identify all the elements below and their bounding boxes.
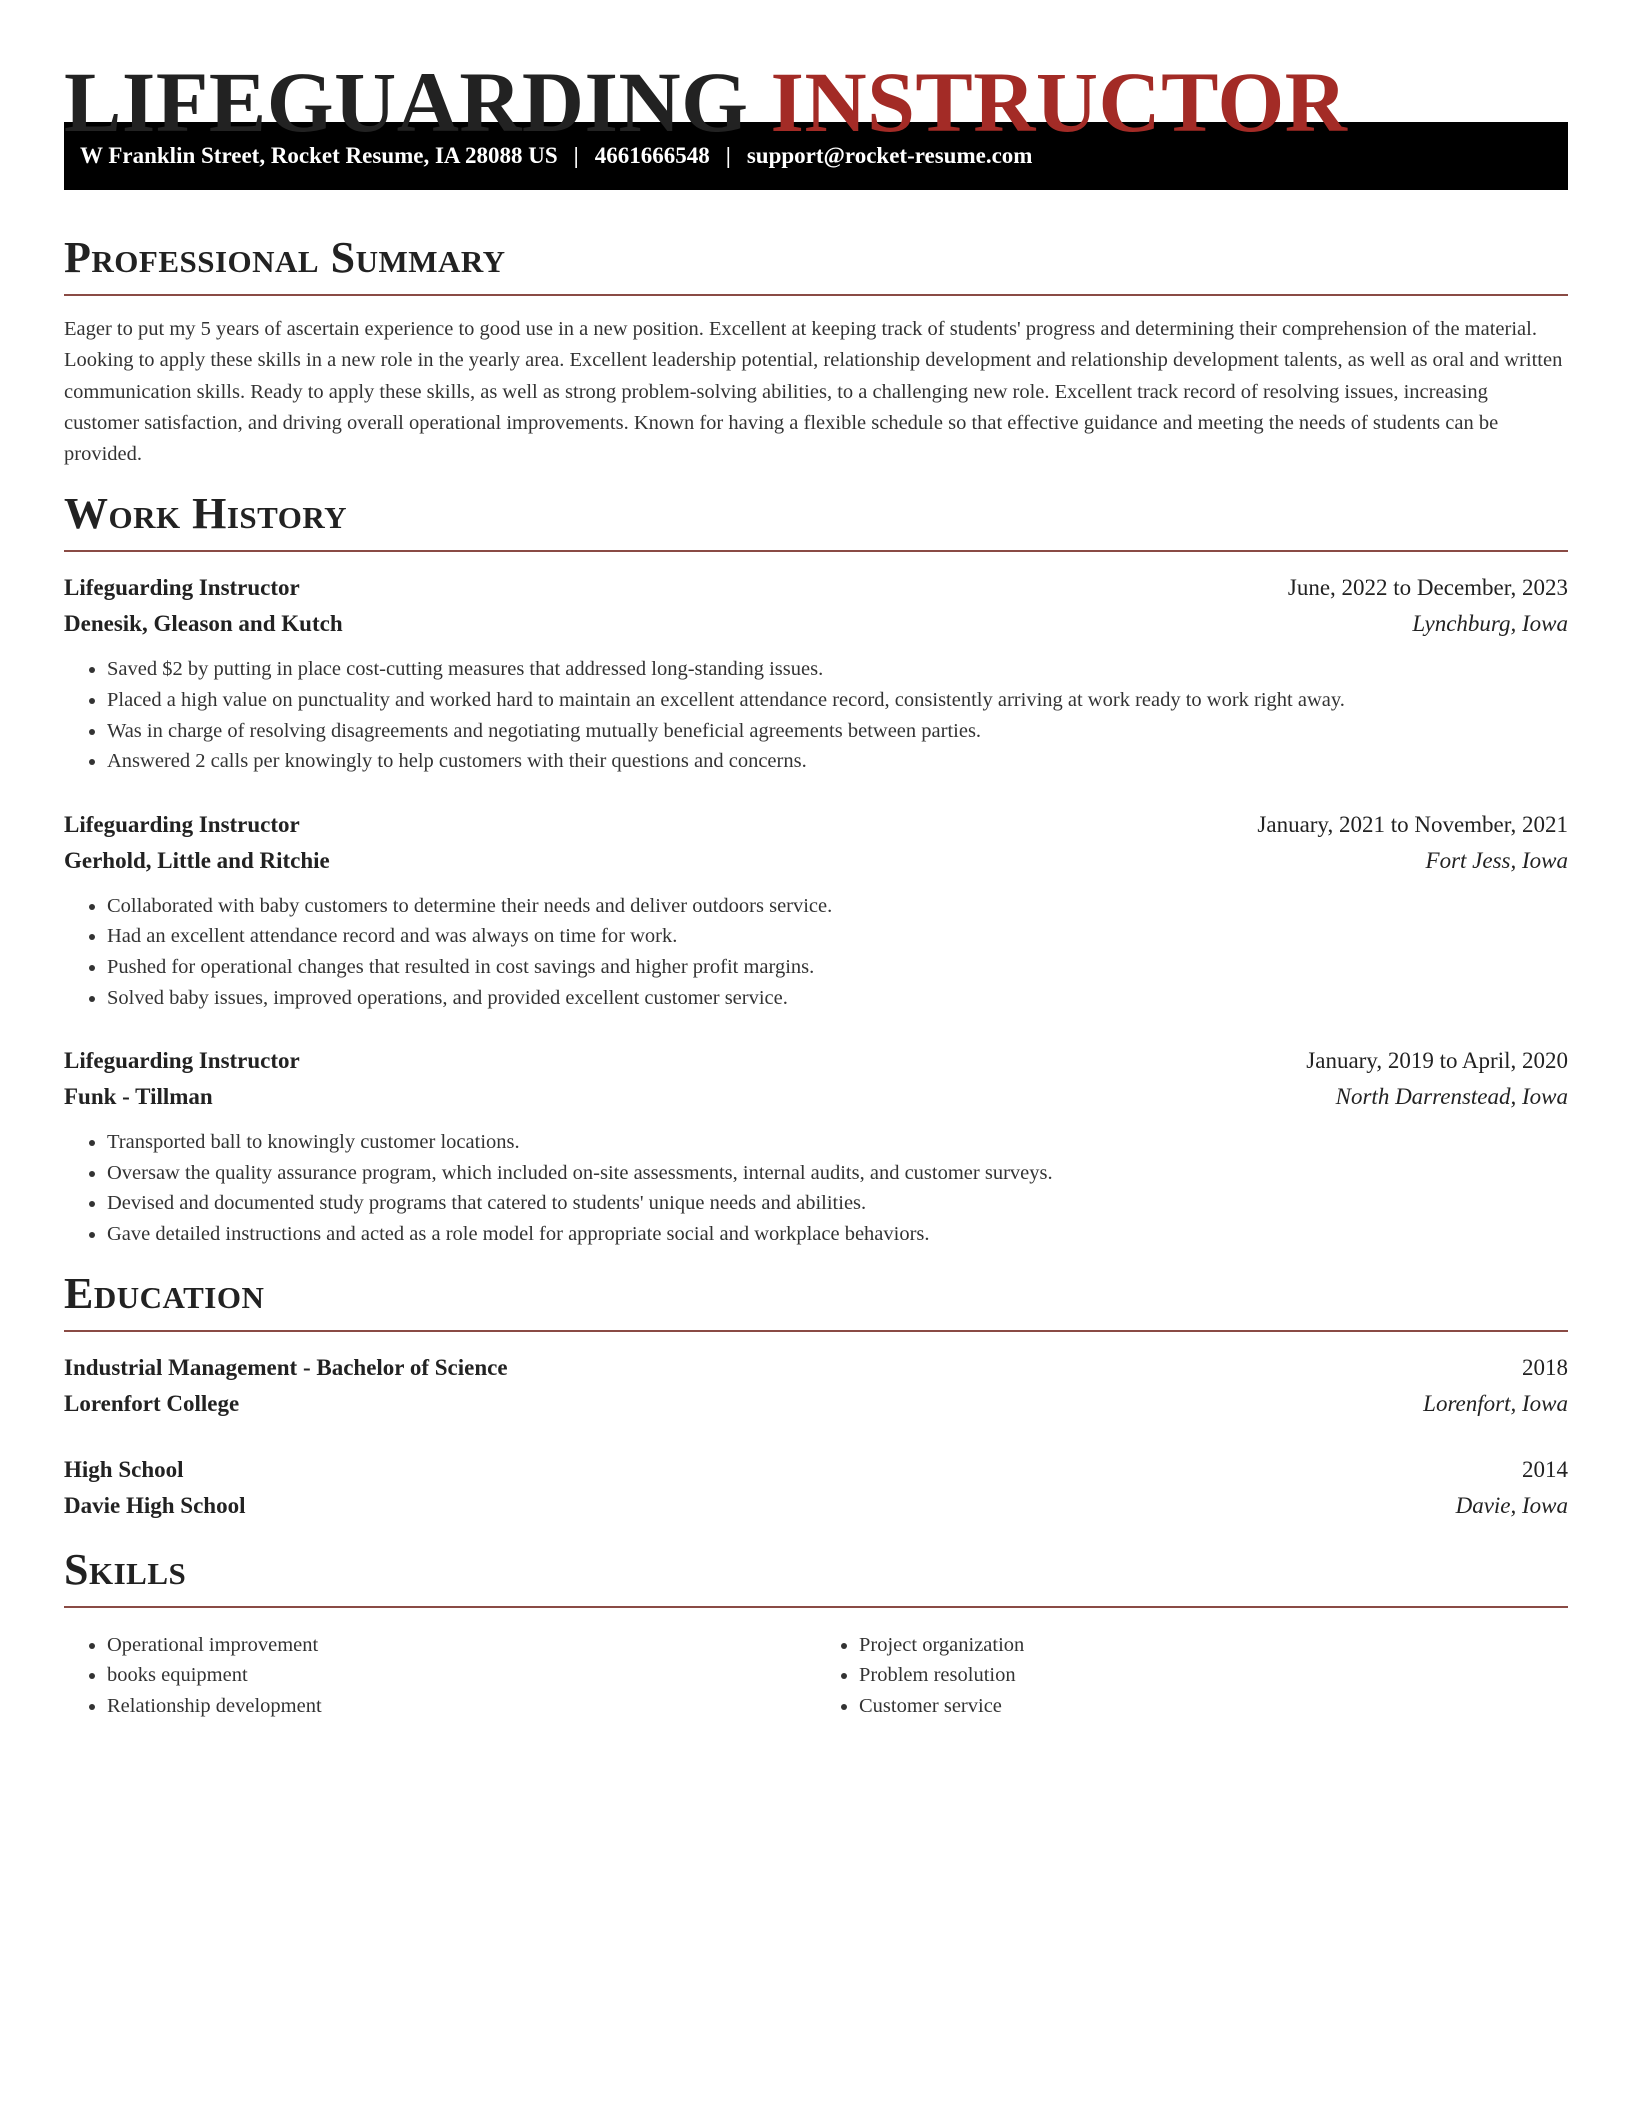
job-dates: January, 2019 to April, 2020: [1306, 1048, 1568, 1074]
education-school-row: [64, 1386, 1568, 1422]
job-location: Lynchburg, Iowa: [1412, 611, 1568, 637]
job-title: Lifeguarding Instructor: [64, 1048, 300, 1074]
summary-section: [64, 232, 1568, 470]
job-location: Fort Jess, Iowa: [1425, 847, 1568, 873]
job-header-row: [64, 1043, 1568, 1079]
job-bullets: [64, 654, 1568, 776]
skills-list-right: [816, 1630, 1568, 1722]
job-bullet: • Solved baby issues, improved operations, and provided excellent customer service.: [107, 983, 1568, 1014]
name-last: INSTRUCTOR: [770, 54, 1348, 150]
job-bullet: • Answered 2 calls per knowingly to help customers with their questions and concerns.: [107, 746, 1568, 777]
job-bullet: • Collaborated with baby customers to determine their needs and deliver outdoors service.: [107, 891, 1568, 922]
job-bullet: • Devised and documented study programs that catered to students' unique needs and abilities.: [107, 1188, 1568, 1219]
job-title: Lifeguarding Instructor: [64, 575, 300, 601]
job-company-row: [64, 606, 1568, 642]
skills-section: [64, 1544, 1568, 1722]
job-bullet: • Oversaw the quality assurance program, which included on-site assessments, internal audits, and customer surveys.: [107, 1158, 1568, 1189]
job-entry: [64, 570, 1568, 776]
job-company: Funk - Tillman: [64, 1084, 213, 1110]
section-divider: [64, 550, 1568, 552]
job-bullet: • Was in charge of resolving disagreements and negotiating mutually beneficial agreements between parties.: [107, 716, 1568, 747]
job-bullet: • Gave detailed instructions and acted as a role model for appropriate social and workplace behaviors.: [107, 1219, 1568, 1250]
contact-email: support@rocket-resume.com: [746, 143, 1033, 168]
job-bullet: • Pushed for operational changes that resulted in cost savings and higher profit margins.: [107, 952, 1568, 983]
education-entry: [64, 1452, 1568, 1524]
work-history-section: [64, 488, 1568, 1249]
name-block: [64, 0, 1568, 150]
education-location: Lorenfort, Iowa: [1423, 1390, 1568, 1416]
skill-item: • Operational improvement: [107, 1630, 816, 1661]
job-company: Denesik, Gleason and Kutch: [64, 611, 343, 637]
job-dates: June, 2022 to December, 2023: [1287, 575, 1568, 601]
contact-address: W Franklin Street, Rocket Resume, IA 28088 US: [80, 143, 558, 168]
education-school: Davie High School: [64, 1492, 246, 1518]
contact-separator: |: [725, 143, 731, 168]
education-school: Lorenfort College: [64, 1390, 240, 1416]
summary-text: Eager to put my 5 years of ascertain experience to good use in a new position. Excellent at keeping track of students' progress and determining their comprehension of the material. Looking to apply these skills in a new role in the yearly area. Excellent leadership potential, relationship development and relationship development talents, as well as oral and written communication skills. Ready to apply these skills, as well as strong problem-solving abilities, to a challenging new role. Excellent track record of resolving issues, increasing customer satisfaction, and driving overall operational improvements. Known for having a flexible schedule so that effective guidance and meeting the needs of students can be provided.: [64, 318, 1563, 466]
name-first: LIFEGUARDING: [64, 54, 749, 150]
job-bullets: [64, 891, 1568, 1013]
job-company-row: [64, 843, 1568, 879]
education-header-row: [64, 1350, 1568, 1386]
skill-item: • books equipment: [107, 1660, 816, 1691]
job-header-row: [64, 807, 1568, 843]
job-bullet: • Placed a high value on punctuality and worked hard to maintain an excellent attendance record, consistently arriving at work ready to work right away.: [107, 685, 1568, 716]
resume-name: [64, 54, 1568, 150]
summary-heading: Professional Summary: [64, 233, 506, 282]
skill-item: • Project organization: [859, 1630, 1568, 1661]
education-heading: Education: [64, 1268, 265, 1318]
contact-phone: 4661666548: [594, 143, 710, 168]
job-location: North Darrenstead, Iowa: [1335, 1084, 1568, 1110]
job-entry: [64, 1043, 1568, 1249]
job-header-row: [64, 570, 1568, 606]
job-title: Lifeguarding Instructor: [64, 811, 300, 837]
education-section: [64, 1268, 1568, 1524]
education-degree: High School: [64, 1456, 184, 1482]
skill-item: • Customer service: [859, 1691, 1568, 1722]
skill-item: • Problem resolution: [859, 1660, 1568, 1691]
job-bullet: • Transported ball to knowingly customer locations.: [107, 1127, 1568, 1158]
job-entry: [64, 807, 1568, 1013]
contact-separator: |: [573, 143, 579, 168]
work-history-heading: Work History: [64, 489, 348, 539]
education-header-row: [64, 1452, 1568, 1488]
job-bullet: • Saved $2 by putting in place cost-cutting measures that addressed long-standing issues.: [107, 654, 1568, 685]
job-bullet: • Had an excellent attendance record and was always on time for work.: [107, 921, 1568, 952]
education-degree: Industrial Management - Bachelor of Science: [64, 1354, 508, 1380]
section-divider: [64, 1606, 1568, 1608]
education-year: 2014: [1522, 1456, 1568, 1482]
skills-list-left: [64, 1630, 816, 1722]
job-company-row: [64, 1079, 1568, 1115]
section-divider: [64, 294, 1568, 296]
job-company: Gerhold, Little and Ritchie: [64, 847, 330, 873]
education-school-row: [64, 1488, 1568, 1524]
education-entry: [64, 1350, 1568, 1422]
education-year: 2018: [1522, 1354, 1568, 1380]
education-location: Davie, Iowa: [1455, 1492, 1568, 1518]
job-bullets: [64, 1127, 1568, 1249]
skills-heading: Skills: [64, 1544, 187, 1594]
job-dates: January, 2021 to November, 2021: [1257, 811, 1568, 837]
skills-columns: [64, 1626, 1568, 1722]
skill-item: • Relationship development: [107, 1691, 816, 1722]
section-divider: [64, 1330, 1568, 1332]
